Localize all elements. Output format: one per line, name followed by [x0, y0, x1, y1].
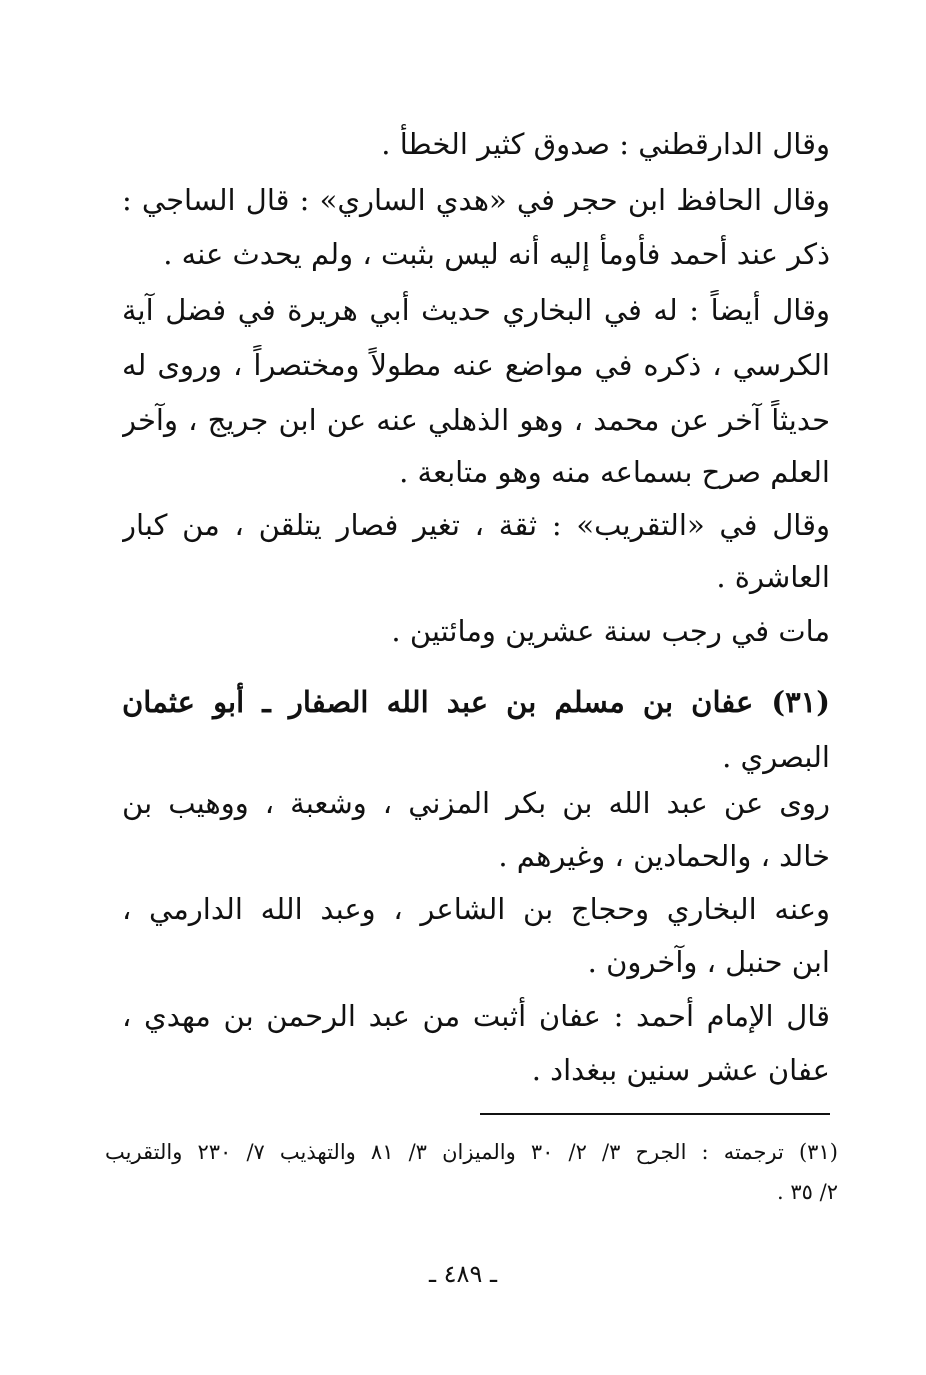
text-line: البصري . — [722, 740, 830, 774]
text-line: العلم صرح بسماعه منه وهو متابعة . — [399, 455, 830, 489]
text-line: ذكر عند أحمد فأومأ إليه أنه ليس بثبت ، ولم يحدث عنه . — [163, 237, 830, 271]
footnote-line: ٢/ ٣٥ . — [777, 1180, 838, 1204]
text-line: حديثاً آخر عن محمد ، وهو الذهلي عنه عن ابن جريج ، وآخر — [122, 403, 830, 437]
footnote-line: (٣١) ترجمته : الجرح ٣/ ٢/ ٣٠ والميزان ٣/ ٨١ والتهذيب ٧/ ٢٣٠ والتقريب — [105, 1140, 838, 1164]
text-line: وعنه البخاري وحجاج بن الشاعر ، وعبد الله الدارمي ، — [122, 892, 830, 926]
text-line: قال الإمام أحمد : عفان أثبت من عبد الرحمن بن مهدي ، — [122, 999, 830, 1033]
text-line: روى عن عبد الله بن بكر المزني ، وشعبة ، ووهيب بن — [122, 786, 830, 820]
text-line: وقال الدارقطني : صدوق كثير الخطأ . — [381, 127, 830, 161]
text-line: وقال أيضاً : له في البخاري حديث أبي هريرة في فضل آية — [122, 293, 830, 327]
text-line: خالد ، والحمادين ، وغيرهم . — [498, 839, 830, 873]
page-number: ـ ٤٨٩ ـ — [428, 1260, 497, 1288]
text-line: وقال في «التقريب» : ثقة ، تغير فصار يتلقن ، من كبار — [122, 508, 830, 542]
text-line: ابن حنبل ، وآخرون . — [587, 945, 830, 979]
entry-heading: (٣١) عفان بن مسلم بن عبد الله الصفار ـ أبو عثمان — [122, 685, 830, 719]
text-line: مات في رجب سنة عشرين ومائتين . — [391, 614, 830, 648]
text-line: الكرسي ، ذكره في مواضع عنه مطولاً ومختصراً ، وروى له — [122, 348, 830, 382]
text-line: وقال الحافظ ابن حجر في «هدي الساري» : قال الساجي : — [122, 183, 830, 217]
text-line: عفان عشر سنين ببغداد . — [531, 1053, 830, 1087]
text-line: العاشرة . — [716, 560, 830, 594]
footnote-divider — [480, 1113, 830, 1115]
